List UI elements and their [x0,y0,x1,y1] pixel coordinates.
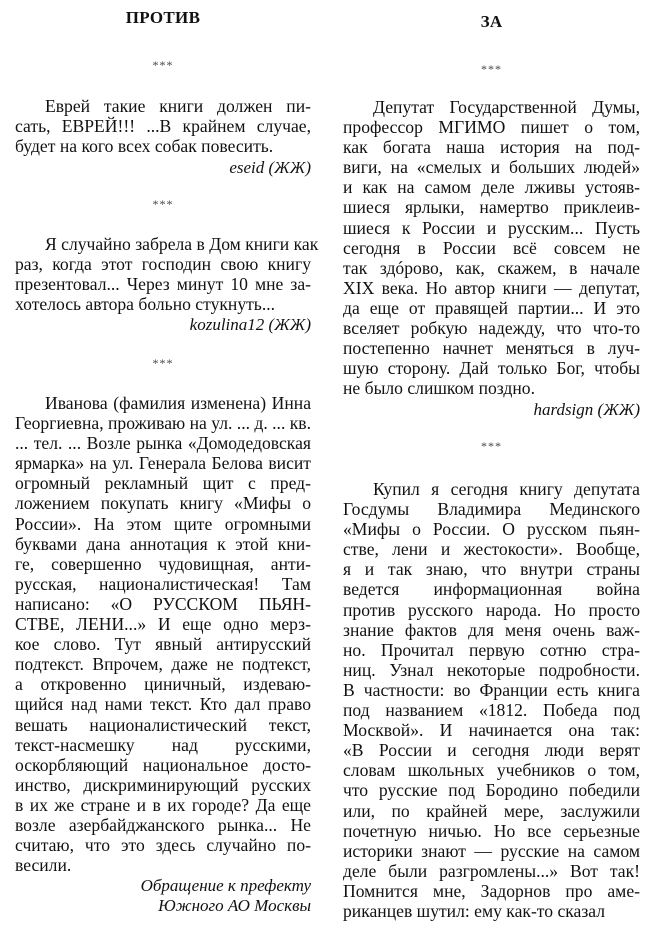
text-line: презентовал... Через минут 10 мне за- [15,274,311,295]
text-line: словам школьных учебников о том, [343,760,640,781]
text-line: ... тел. ... Возле рынка «Домодедовская [15,433,311,454]
text-line: СТВЕ, ЛЕНИ...» И еще одно мерз- [15,614,311,635]
column-heading: ЗА [480,12,503,31]
text-line: оскорбляющий национальное досто- [15,754,311,775]
comment-text [15,96,311,156]
text-line: стве, лени и жестокости». Вообще, [343,539,640,560]
text-line: вселяет робкую надежду, что что-то [343,318,640,339]
text-line: Госдумы Владимира Мединского [343,499,640,520]
text-line: постепенно начнет меняться в луч- [343,338,640,359]
text-line: в их же стране и в их городе? Да еще [15,794,311,815]
text-line: весили. [15,855,72,876]
separator: *** [481,62,502,76]
comment-text [343,97,640,398]
comment-text [343,479,640,921]
text-line: Георгиевна, проживаю на ул. ... д. ... кв. [15,413,311,434]
signature-line: Южного АО Москвы [158,896,311,915]
signature-line: kozulina12 (ЖЖ) [189,315,311,334]
text-line: инство, дискриминирующий русских [15,774,311,795]
signature-line: eseid (ЖЖ) [229,158,311,177]
text-line: деле были разгромлены...» Вот так! [343,860,640,881]
text-line: шиеся ярлыки, намертво приклеив- [343,197,640,218]
text-line: я и так знаю, что внутри страны [343,559,640,580]
text-line: как богата наша история на под- [343,137,640,158]
comment-signature [15,158,311,178]
text-line: считаю, что это здесь случайно по- [15,835,311,856]
text-line: щийся над нами текст. Кто дал право [15,694,311,715]
separator: *** [481,439,502,453]
text-line: раз, когда этот господин свою книгу [15,254,311,275]
signature-line: hardsign (ЖЖ) [533,400,640,419]
text-line: шиеся к России и русским... Пусть [343,217,640,238]
text-line: ниц. Узнал некоторые подробности. [343,659,640,680]
text-line: кое слово. Тут явный антирусский [15,634,311,655]
text-line: ге, совершенно чудовищная, анти- [15,553,311,574]
text-line: или, по крайней мере, заслужили [343,800,640,821]
text-line: написано: «О РУССКОМ ПЬЯН- [15,593,311,614]
comment-signature [15,876,311,916]
text-line: подтекст. Впрочем, даже не подтекст, [15,654,311,675]
separator: *** [152,197,174,211]
text-line: будет на кого всех собак повесить. [15,136,274,157]
text-line: не было слишком поздно. [343,378,535,399]
text-line: что русские под Бородино победили [343,780,640,801]
comment-signature [343,400,640,420]
text-line: русская, националистическая! Там [15,573,311,594]
text-line: «Мифы о России. О русском пьян- [343,519,640,540]
text-line: виги, на «смелых и больших людей» [343,157,640,178]
comment-text [15,393,311,875]
text-line: России». На этом щите огромными [15,513,311,534]
text-line: и как на самом деле лживы устояв- [343,177,640,198]
text-line: текст-насмешку над русскими, [15,734,311,755]
comment-signature [15,315,311,335]
text-line: профессор МГИМО пишет о том, [343,117,640,138]
text-line: риканцев шутил: ему как-то сказал [343,900,606,921]
text-line: Я случайно забрела в Дом книги как [45,234,319,254]
text-line: ложением покупать книгу «Мифы о [15,493,311,514]
text-line: шую сторону. Дай только Бог, чтобы [343,358,640,379]
text-line: так здóрово, как, скажем, в начале [343,257,640,278]
text-line: но. Прочитал первую сотню стра- [343,639,640,660]
text-line: вешать националистический текст, [15,714,311,735]
text-line: В частности: во Франции есть книга [343,679,640,700]
text-line: Купил я сегодня книгу депутата [373,479,640,499]
text-line: XIX века. Но автор книги — депутат, [343,277,640,298]
text-line: ярмарка» на ул. Генерала Белова висит [15,453,311,474]
text-line: сать, ЕВРЕЙ!!! ...В крайнем случае, [15,116,311,137]
text-line: историки знают — русские на самом [343,840,640,861]
text-line: Депутат Государственной Думы, [373,97,640,117]
text-line: хотелось автора больно стукнуть... [15,294,276,315]
separator: *** [152,58,174,72]
separator: *** [152,356,174,370]
text-line: против русского народа. Но просто [343,599,640,620]
text-line: почетную ничью. Но все серьезные [343,820,640,841]
text-line: буквами дана аннотация к этой кни- [15,533,311,554]
text-line: Иванова (фамилия изменена) Инна [45,393,311,413]
text-line: ведется информационная война [343,579,640,600]
text-line: под названием «1812. Победа под [343,700,640,721]
text-line: огромный рекламный щит с пред- [15,473,311,494]
text-line: Еврей такие книги должен пи- [45,96,311,116]
signature-line: Обращение к префекту [140,876,311,895]
text-line: «В России и сегодня люди верят [343,740,640,761]
text-line: а откровенно циничный, издеваю- [15,674,311,695]
text-line: возле азербайджанского рынка... Не [15,814,311,835]
comment-text [15,234,319,315]
text-line: Помнится мне, Задорнов про аме- [343,880,640,901]
text-line: Москвой». И начинается она так: [343,720,640,741]
text-line: да еще от правящей партии... И это [343,297,640,318]
column-heading: ПРОТИВ [125,8,201,27]
text-line: знание фактов для меня очень важ- [343,619,640,640]
text-line: сегодня в России всё совсем не [343,237,640,258]
